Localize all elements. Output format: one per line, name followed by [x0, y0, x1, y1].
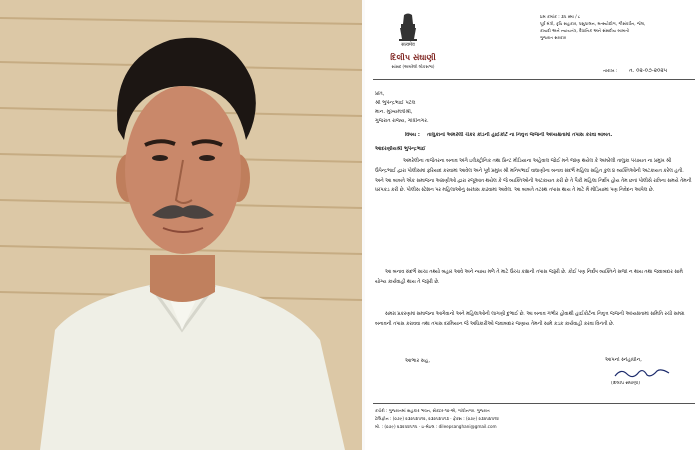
- footer-rule: [373, 403, 695, 404]
- body-paragraph: અમરેલીના તાજેતરના બનાવ અંગે ઇલેક્ટ્રોનિક તથા પ્રિન્ટ મીડિયાના અહેવાલ જોઈ મને જાણ થયેલ કે અમરેલી તાલુકા પંચાયત ના પ્રમુખ શ્રી ઉપેન્દ્રભાઈ દ્વારા પોલીસમાં ફરિયાદ કરવામાં આવેલ અને પૂર્વ પ્રમુખ શ્રી મનિષભાઈ વાઘાણીના બનાવ સંદર્ભે મહિલા સહિત કુલ ૪ વ્યક્તિઓની અટકાયત કરેલ હતી. અને આ બાબતે એક સમાજના અગ્રણીઓ દ્વારા રજૂઆત થયેલ કે જે વ્યક્તિઓની અટકાયત કરી છે તે પૈકી મહિલા નિર્દોષ હોય તેમ છતાં પોલીસે રાત્રિના સમયે તેમની ધરપકડ કરી છે. પોલીસ સ્ટેશન પર મહિલાઓનું સરઘસ કાઢવામાં આવેલ. આ બાબતે તટસ્થ તપાસ થાય તે માટે મેં મીડિયામાં પણ નિવેદન આપેલ છે.: [375, 159, 692, 194]
- recipient-line: ગુજરાત રાજ્ય, ગાંધીનગર.: [375, 118, 429, 124]
- footer-phone: ટેલિફોન : (૦૭૯) ૨૩૨૫૪૫૧૨, ૨૩૨૫૪૫૧૩ · ફેક્સ : (૦૭૯) ૨૩૨૫૪૫૧૪: [375, 416, 499, 421]
- letterhead-name: દિલીપ સંઘાણી: [390, 53, 436, 62]
- closing-yours: આપનો સ્નેહાધીન,: [605, 357, 642, 363]
- designation-line: કાયદો અને ન્યાયતંત્ર, વૈધાનિક અને સંસદીય બાબતો: [540, 28, 630, 33]
- date-label: તારીખ :: [603, 69, 618, 74]
- closing-thanks: આભાર સહ,: [405, 358, 430, 364]
- svg-text:सत्यमेव: सत्यमेव: [401, 42, 415, 48]
- recipient-line: શ્રી ભુપેન્દ્રભાઈ પટેલ: [375, 100, 416, 106]
- footer-address: કચેરી : ગુજરાતમાં સહકાર ભવન, સેક્ટર-૧૦-એ, ગાંધીનગર. ગુજરાત: [375, 408, 490, 413]
- salutation: આદરણીયશ્રી ભુપેન્દ્રભાઈ: [375, 146, 426, 152]
- letter-date: ત. ૦૨-૦૭-૨૦૨૫: [629, 68, 668, 74]
- subject-text: તાલુકાનાં અમરેલી ચેકર કાંડની હાઈકોર્ટ ના નિવૃત્ત જજની અધ્યક્ષતામાં તપાસ કરવા બાબત.: [427, 132, 613, 138]
- recipient-line: પ્રતિ,: [375, 91, 385, 97]
- designation-line: પ્રમ કમાંક : ૩૫ સ્મા / ૮: [540, 14, 581, 19]
- letterhead-subtitle: સાંસદ (અમરેલી લોકસભા): [391, 64, 435, 69]
- signature-name: (દિલીપ સંઘાણી): [611, 381, 640, 386]
- footer-contact: મો. : (૦૭૯) ૨૩૨૫૪૫૧૫ · ઇ-મેઇલ : dileepsanghani@gmail.com: [375, 424, 497, 429]
- designation-line: ગુજરાત સરકાર: [540, 35, 567, 40]
- subject-label: વિષય :: [405, 132, 420, 138]
- handwritten-signature: [613, 366, 673, 380]
- national-emblem-icon: [395, 12, 421, 48]
- body-paragraph: આ બનાવ સંદર્ભે સાચા તથ્યો બહાર આવે અને ન્યાય મળે તે માટે ઉચ્ચ કક્ષાની તપાસ જરૂરી છે. કોઈ પણ નિર્દોષ વ્યક્તિને સજા ન થાય તથા જવાબદાર સામે યોગ્ય કાર્યવાહી થાય તે જરૂરી છે.: [375, 270, 683, 285]
- recipient-line: માન. મુખ્યમંત્રીશ્રી,: [375, 109, 413, 115]
- designation-line: પૂર્વ મંત્રી, કૃષિ સહકાર, પશુપાલન, મત્સ્યોદ્યોગ, ગૌસંવર્ધન, જેલ,: [540, 21, 646, 26]
- letter-document: [365, 0, 700, 450]
- header-rule: [373, 79, 695, 80]
- body-paragraph: સમગ્ર પ્રકરણમાં સમાજના આગેવાનો અને મહિલાઓની લાગણી દુભાઈ છે. આ બનાવ ગંભીર હોવાથી હાઈકોર્ટના નિવૃત્ત જજની અધ્યક્ષતામાં સમિતિ રચી સમગ્ર બનાવની તપાસ કરાવવા તથા તપાસ દરમિયાન જે અધિકારીઓ જવાબદાર જણાય તેમની સામે કડક કાર્યવાહી કરવા વિનંતી છે.: [375, 312, 685, 327]
